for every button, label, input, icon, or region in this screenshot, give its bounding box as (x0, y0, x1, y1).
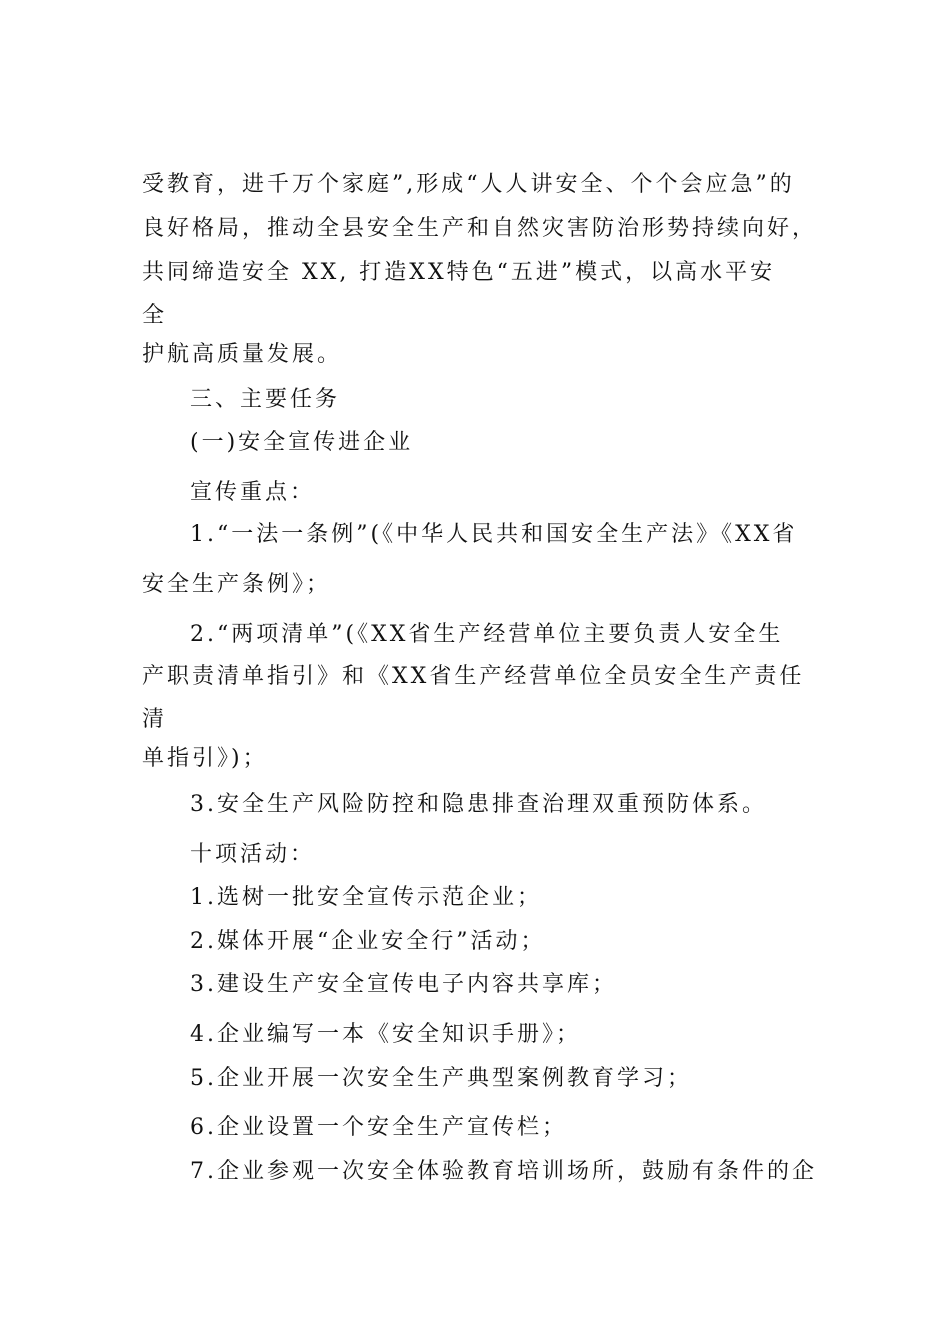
focus-heading: 宣传重点： (190, 480, 316, 505)
focus-item-2-line-1: 2.“两项清单”(《XX省生产经营单位主要负责人安全生 (190, 622, 784, 647)
focus-item-2-line-3: 清 (142, 707, 168, 732)
activity-item-1: 1.选树一批安全宣传示范企业； (190, 885, 542, 910)
activity-item-5: 5.企业开展一次安全生产典型案例教育学习； (190, 1066, 692, 1091)
focus-item-3: 3.安全生产风险防控和隐患排查治理双重预防体系。 (190, 792, 767, 817)
paragraph-line-2: 良好格局，推动全县安全生产和自然灾害防治形势持续向好， (142, 216, 818, 241)
focus-item-1-line-1: 1.“一法一条例”(《中华人民共和国安全生产法》《XX省 (190, 522, 798, 547)
paragraph-line-4: 全 (142, 303, 168, 328)
activity-item-4: 4.企业编写一本《安全知识手册》； (190, 1022, 581, 1047)
paragraph-line-3: 共同缔造安全 XX, 打造XX特色“五进”模式，以高水平安 (142, 260, 776, 285)
paragraph-line-1: 受教育，进千万个家庭”,形成“人人讲安全、个个会应急”的 (142, 172, 795, 197)
subsection-heading: (一)安全宣传进企业 (190, 430, 414, 455)
activity-item-2: 2.媒体开展“企业安全行”活动； (190, 929, 546, 954)
section-heading: 三、主要任务 (190, 387, 341, 412)
activities-heading: 十项活动： (190, 842, 316, 867)
activity-item-7: 7.企业参观一次安全体验教育培训场所，鼓励有条件的企 (190, 1159, 817, 1184)
paragraph-line-5: 护航高质量发展。 (142, 342, 343, 367)
activity-item-3: 3.建设生产安全宣传电子内容共享库； (190, 972, 617, 997)
focus-item-2-line-4: 单指引》)； (142, 746, 268, 771)
activity-item-6: 6.企业设置一个安全生产宣传栏； (190, 1115, 567, 1140)
focus-item-2-line-2: 产职责清单指引》和《XX省生产经营单位全员安全生产责任 (142, 664, 805, 689)
focus-item-1-line-2: 安全生产条例》； (142, 572, 332, 597)
